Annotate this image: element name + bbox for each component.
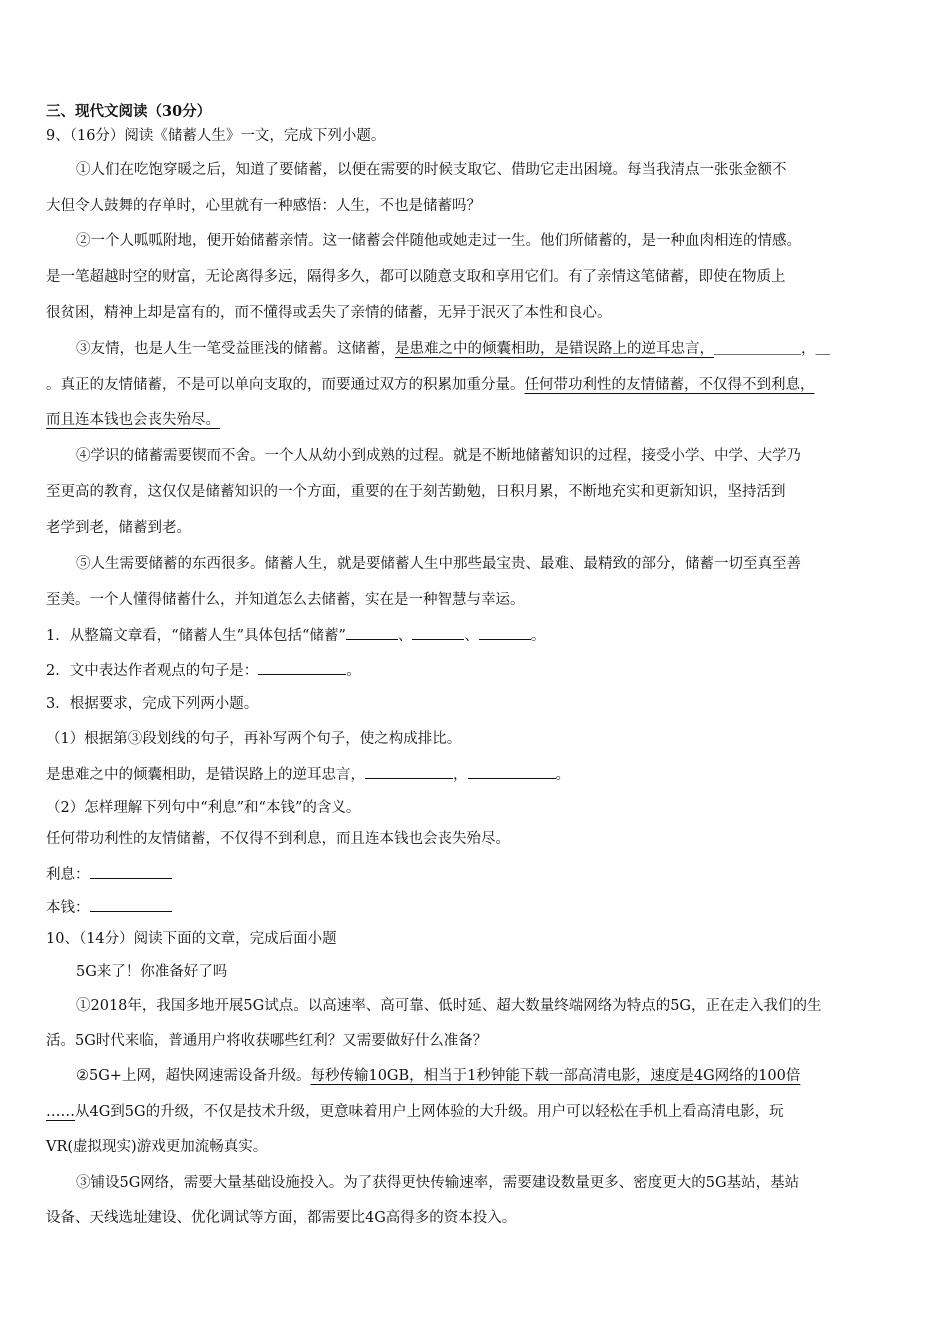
q9-paragraph-2-line-2: 是一笔超越时空的财富，无论离得多远，隔得多久，都可以随意支取和享用它们。有了亲情这笔储蓄，即使在物质上 (46, 269, 786, 285)
q9-subquestion-3-1-answer-line (46, 764, 570, 785)
parallel-sentence: 是患难之中的倾囊相助，是错误路上的逆耳忠言， (46, 767, 365, 783)
q9-paragraph-5-line-1: ⑤人生需要储蓄的东西很多。储蓄人生，就是要储蓄人生中那些最宝贵、最难、最精致的部分，储蓄一切至真至善 (76, 556, 801, 572)
q9-paragraph-3-line-3 (46, 410, 220, 430)
lixi-answer-line (46, 864, 172, 885)
q10-paragraph-2-line-3: VR(虚拟现实)游戏更加流畅真实。 (46, 1139, 268, 1155)
q10-paragraph-1-line-1: ①2018年，我国多地开展5G试点。以高速率、高可靠、低时延、超大数量终端网络为特点的5G，正在走入我们的生 (76, 998, 822, 1014)
p2-text: 从4G到5G的升级，不仅是技术升级，更意味着用户上网体验的大升级。用户可以轻松在手机上看高清电影，玩 (75, 1104, 784, 1120)
period: 。 (530, 628, 546, 644)
q10-article-title: 5G来了！你准备好了吗 (76, 964, 228, 980)
lixi-label: 利息： (46, 867, 90, 883)
p2-text: ②5G+上网，超快网速需设备升级。 (76, 1068, 311, 1084)
q10-paragraph-2-line-2 (46, 1102, 784, 1122)
question-9-header: 9、（16分）阅读《储蓄人生》一文，完成下列小题。 (46, 128, 386, 144)
comma: ， (453, 767, 468, 783)
q10-paragraph-1-line-2: 活。5G时代来临，普通用户将收获哪些红利？又需要做好什么准备？ (46, 1033, 488, 1049)
q10-paragraph-2-line-1 (76, 1066, 800, 1086)
answer-blank[interactable] (412, 625, 464, 640)
q9-paragraph-3-line-2 (46, 375, 815, 395)
answer-blank[interactable] (365, 764, 453, 779)
p3-blank: ＿＿＿＿＿＿，＿ (714, 341, 830, 357)
p3-underlined-sentence-2: 任何带功利性的友情储蓄，不仅得不到利息， (524, 377, 815, 393)
q9-paragraph-3-line-1 (76, 339, 830, 359)
benqian-label: 本钱： (46, 900, 90, 916)
separator: 、 (397, 628, 413, 644)
subq1-text: 1．从整篇文章看，“储蓄人生”具体包括“储蓄” (46, 628, 346, 644)
benqian-answer-line (46, 897, 172, 918)
answer-blank[interactable] (90, 897, 172, 912)
answer-blank[interactable] (479, 625, 531, 640)
q9-subquestion-2 (46, 660, 361, 681)
q9-paragraph-1-line-2: 大但令人鼓舞的存单时，心里就有一种感悟：人生，不也是储蓄吗？ (46, 198, 481, 214)
q9-subquestion-3: 3．根据要求，完成下列两小题。 (46, 696, 259, 712)
q9-paragraph-4-line-3: 老学到老，储蓄到老。 (46, 520, 191, 536)
question-10-header: 10、（14分）阅读下面的文章，完成后面小题 (46, 931, 337, 947)
answer-blank[interactable] (258, 660, 346, 675)
q9-paragraph-2-line-1: ②一个人呱呱附地，便开始储蓄亲情。这一储蓄会伴随他或她走过一生。他们所储蓄的，是一种血肉相连的情感。 (76, 233, 801, 249)
p3-text: 。真正的友情储蓄，不是可以单向支取的，而要通过双方的积累加重分量。 (46, 377, 525, 393)
q9-subquestion-3-2: （2）怎样理解下列句中“利息”和“本钱”的含义。 (46, 800, 361, 816)
q9-paragraph-5-line-2: 至美。一个人懂得储蓄什么，并知道怎么去储蓄，实在是一种智慧与幸运。 (46, 592, 525, 608)
q9-paragraph-2-line-3: 很贫困，精神上却是富有的，而不懂得或丢失了亲情的储蓄，无异于泯灭了本性和良心。 (46, 305, 612, 321)
answer-blank[interactable] (346, 625, 398, 640)
p3-text: ③友情，也是人生一笔受益匪浅的储蓄。这储蓄， (76, 341, 395, 357)
answer-blank[interactable] (468, 764, 556, 779)
q9-subquestion-1 (46, 625, 545, 646)
q10-paragraph-3-line-2: 设备、天线选址建设、优化调试等方面，都需要比4G高得多的资本投入。 (46, 1210, 517, 1226)
subq2-text: 2．文中表达作者观点的句子是： (46, 663, 259, 679)
q9-subquestion-3-1: （1）根据第③段划线的句子，再补写两个句子，使之构成排比。 (46, 731, 462, 747)
p2-underlined-ellipsis: …… (46, 1104, 75, 1120)
answer-blank[interactable] (90, 864, 172, 879)
p3-underlined-sentence: 是患难之中的倾囊相助，是错误路上的逆耳忠言， (395, 341, 714, 357)
p2-underlined-sentence: 每秒传输10GB，相当于1秒钟能下载一部高清电影，速度是4G网络的100倍 (310, 1068, 801, 1084)
period: 。 (346, 663, 361, 679)
q9-subquestion-3-2-sentence: 任何带功利性的友情储蓄，不仅得不到利息，而且连本钱也会丧失殆尽。 (46, 831, 510, 847)
section-title: 三、现代文阅读（30分） (46, 103, 212, 120)
q10-paragraph-3-line-1: ③铺设5G网络，需要大量基础设施投入。为了获得更快传输速率，需要建设数量更多、密度更大的5G基站，基站 (76, 1175, 800, 1191)
q9-paragraph-1-line-1: ①人们在吃饱穿暖之后，知道了要储蓄，以便在需要的时候支取它、借助它走出困境。每当我清点一张张金额不 (76, 162, 787, 178)
q9-paragraph-4-line-1: ④学识的储蓄需要锲而不舍。一个人从幼小到成熟的过程。就是不断地储蓄知识的过程，接受小学、中学、大学乃 (76, 448, 801, 464)
q9-paragraph-4-line-2: 至更高的教育，这仅仅是储蓄知识的一个方面，重要的在于刻苦勤勉，日积月累，不断地充实和更新知识，坚持活到 (46, 484, 786, 500)
separator: 、 (464, 628, 479, 644)
period: 。 (555, 767, 570, 783)
p3-underlined-sentence-2-end: 而且连本钱也会丧失殆尽。 (46, 412, 220, 428)
